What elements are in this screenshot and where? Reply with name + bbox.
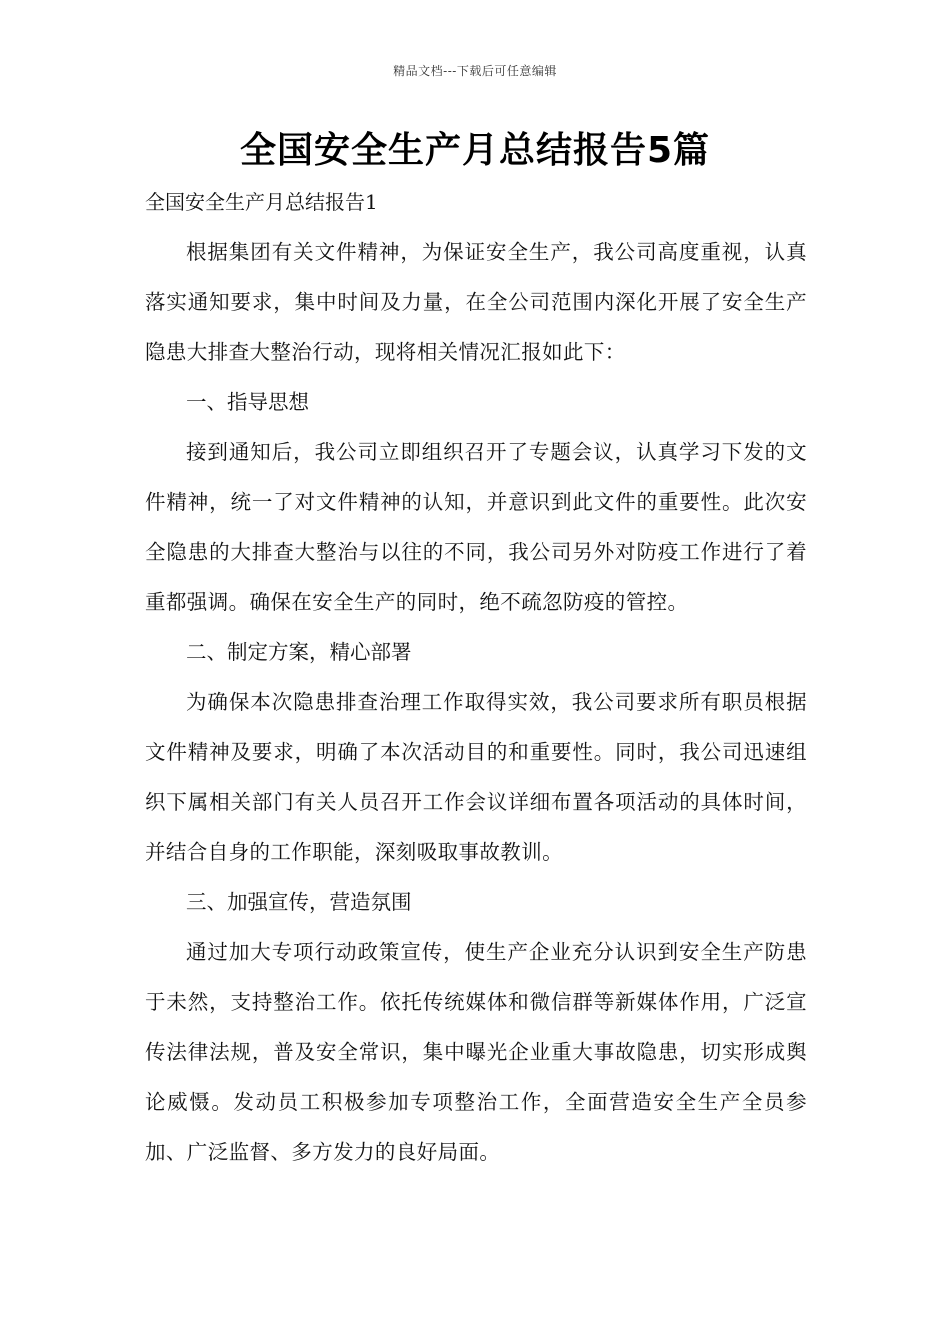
report-subtitle: 全国安全生产月总结报告1 [145,190,378,214]
section-heading-guiding-ideology: 一、指导思想 [186,390,309,414]
header-note: 精品文档---下载后可任意编辑 [393,64,557,78]
section-heading-publicity: 三、加强宣传，营造氛围 [186,890,412,914]
guiding-ideology-paragraph: 接到通知后，我公司立即组织召开了专题会议，认真学习下发的文件精神，统一了对文件精神的认知，并意识到此文件的重要性。此次安全隐患的大排查大整治与以往的不同，我公司另外对防疫工作进行了着重都强调。确保在安全生产的同时，绝不疏忽防疫的管控。 [145,440,807,614]
document-body [145,177,807,1177]
document-title: 全国安全生产月总结报告5篇 [239,130,711,171]
plan-deployment-paragraph: 为确保本次隐患排查治理工作取得实效，我公司要求所有职员根据文件精神及要求，明确了本次活动目的和重要性。同时，我公司迅速组织下属相关部门有关人员召开工作会议详细布置各项活动的具体时间，并结合自身的工作职能，深刻吸取事故教训。 [145,690,807,864]
section-heading-plan-deployment: 二、制定方案，精心部署 [186,640,412,664]
intro-paragraph: 根据集团有关文件精神，为保证安全生产，我公司高度重视，认真落实通知要求，集中时间及力量，在全公司范围内深化开展了安全生产隐患大排查大整治行动，现将相关情况汇报如此下： [145,240,807,364]
publicity-paragraph: 通过加大专项行动政策宣传，使生产企业充分认识到安全生产防患于未然，支持整治工作。依托传统媒体和微信群等新媒体作用，广泛宣传法律法规，普及安全常识，集中曝光企业重大事故隐患，切实形成舆论威慑。发动员工积极参加专项整治工作，全面营造安全生产全员参加、广泛监督、多方发力的良好局面。 [145,940,807,1164]
